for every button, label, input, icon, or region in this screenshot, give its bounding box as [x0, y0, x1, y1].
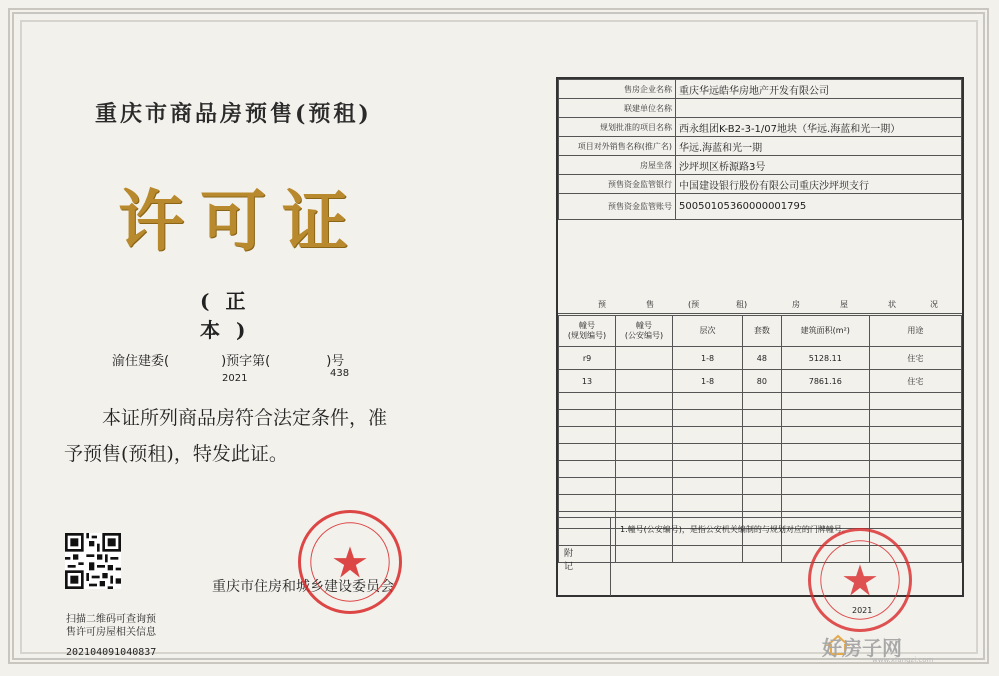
table-seal [808, 528, 912, 632]
info-row [559, 137, 962, 156]
info-value: 华远.海蓝和光一期 [676, 137, 962, 156]
copy-type: (正 本) [200, 289, 262, 342]
empty-row [559, 461, 962, 478]
table-cell: 7861.16 [781, 370, 869, 393]
table-cell [616, 347, 673, 370]
column-header: 层次 [673, 316, 743, 347]
prefix-a: 渝住建委( [112, 354, 170, 369]
table-cell: 5128.11 [781, 347, 869, 370]
remarks-label: 附 记 [564, 549, 574, 572]
column-header: 用途 [869, 316, 961, 347]
table-cell: 13 [559, 370, 616, 393]
sale-info-table [558, 79, 962, 220]
column-header: 套数 [743, 316, 782, 347]
sales-status-heading [558, 295, 962, 314]
info-value: 重庆华远皓华房地产开发有限公司 [676, 80, 962, 99]
sales-heading-char: 房 [792, 300, 800, 309]
seal-star-icon [301, 513, 399, 611]
info-key: 预售资金监管账号 [559, 194, 676, 220]
table-cell: 80 [743, 370, 782, 393]
statement-line-1: 本证所列商品房符合法定条件，准 [102, 407, 388, 429]
empty-row [559, 427, 962, 444]
empty-row [559, 410, 962, 427]
certificate-statement [64, 400, 464, 472]
qr-caption-line-1: 扫描二维码可查询预 [66, 614, 156, 625]
info-row [559, 175, 962, 194]
certificate-title: 重庆市商品房预售(预租) [95, 101, 372, 127]
info-row [559, 194, 962, 220]
table-row [559, 370, 962, 393]
site-watermark: 好房子网 [822, 636, 902, 660]
sales-heading-char: 售 [646, 300, 654, 309]
prefix-c: )号 [326, 354, 345, 369]
empty-row [559, 478, 962, 495]
official-seal [298, 510, 402, 614]
info-row [559, 118, 962, 137]
info-key: 规划批准的项目名称 [559, 118, 676, 137]
info-value: 中国建设银行股份有限公司重庆沙坪坝支行 [676, 175, 962, 194]
license-year: 2021 [222, 373, 248, 384]
license-title: 许可证 [118, 182, 364, 260]
empty-row [559, 393, 962, 410]
issue-date-fragment: 2021 [852, 606, 873, 615]
sales-heading-char: 况 [930, 300, 938, 309]
statement-line-2: 予预售(预租)，特发此证。 [64, 443, 288, 465]
info-row [559, 156, 962, 175]
info-value: 50050105360000001795 [676, 194, 962, 220]
info-value: 沙坪坝区桥源路3号 [676, 156, 962, 175]
remarks-text: 1.幢号(公安编号)，是指公安机关编制的与规划对应的门牌幢号。 [620, 525, 850, 534]
sales-heading-char: 预 [598, 300, 606, 309]
table-cell: 住宅 [869, 370, 961, 393]
info-key: 联建单位名称 [559, 99, 676, 118]
sales-heading-char: 屋 [840, 300, 848, 309]
table-cell: 住宅 [869, 347, 961, 370]
table-cell [616, 370, 673, 393]
property-info-panel [556, 77, 964, 597]
info-key: 售房企业名称 [559, 80, 676, 99]
info-key: 项目对外销售名称(推广名) [559, 137, 676, 156]
info-key: 预售资金监管银行 [559, 175, 676, 194]
qr-caption-line-2: 售许可房屋相关信息 [66, 627, 156, 638]
qr-code-icon[interactable] [65, 533, 121, 589]
empty-row [559, 495, 962, 512]
table-row [559, 347, 962, 370]
issuing-authority: 重庆市住房和城乡建设委员会 [212, 579, 394, 595]
column-header: 幢号 (公安编号) [616, 316, 673, 347]
serial-number: 20210409104083​7 [66, 647, 157, 658]
table-cell: 1-8 [673, 347, 743, 370]
table-cell: 1-8 [673, 370, 743, 393]
table-cell: 48 [743, 347, 782, 370]
info-value [676, 99, 962, 118]
prefix-b: )预字第( [221, 354, 271, 369]
info-value: 西永组团K-B2-3-1/07地块（华远.海蓝和光一期） [676, 118, 962, 137]
qr-caption [66, 613, 176, 639]
sales-heading-char: 状 [888, 300, 896, 309]
column-header: 幢号 (规划编号) [559, 316, 616, 347]
site-watermark-url: www.xfangzi.com [872, 656, 934, 664]
sales-heading-char: (预 [688, 300, 700, 309]
table-cell: r9 [559, 347, 616, 370]
info-row [559, 80, 962, 99]
license-number: 438 [330, 368, 350, 379]
sales-heading-char: 租) [736, 300, 748, 309]
license-number-row [112, 350, 442, 369]
info-key: 房屋坐落 [559, 156, 676, 175]
column-header: 建筑面积(m²) [781, 316, 869, 347]
info-row [559, 99, 962, 118]
empty-row [559, 444, 962, 461]
